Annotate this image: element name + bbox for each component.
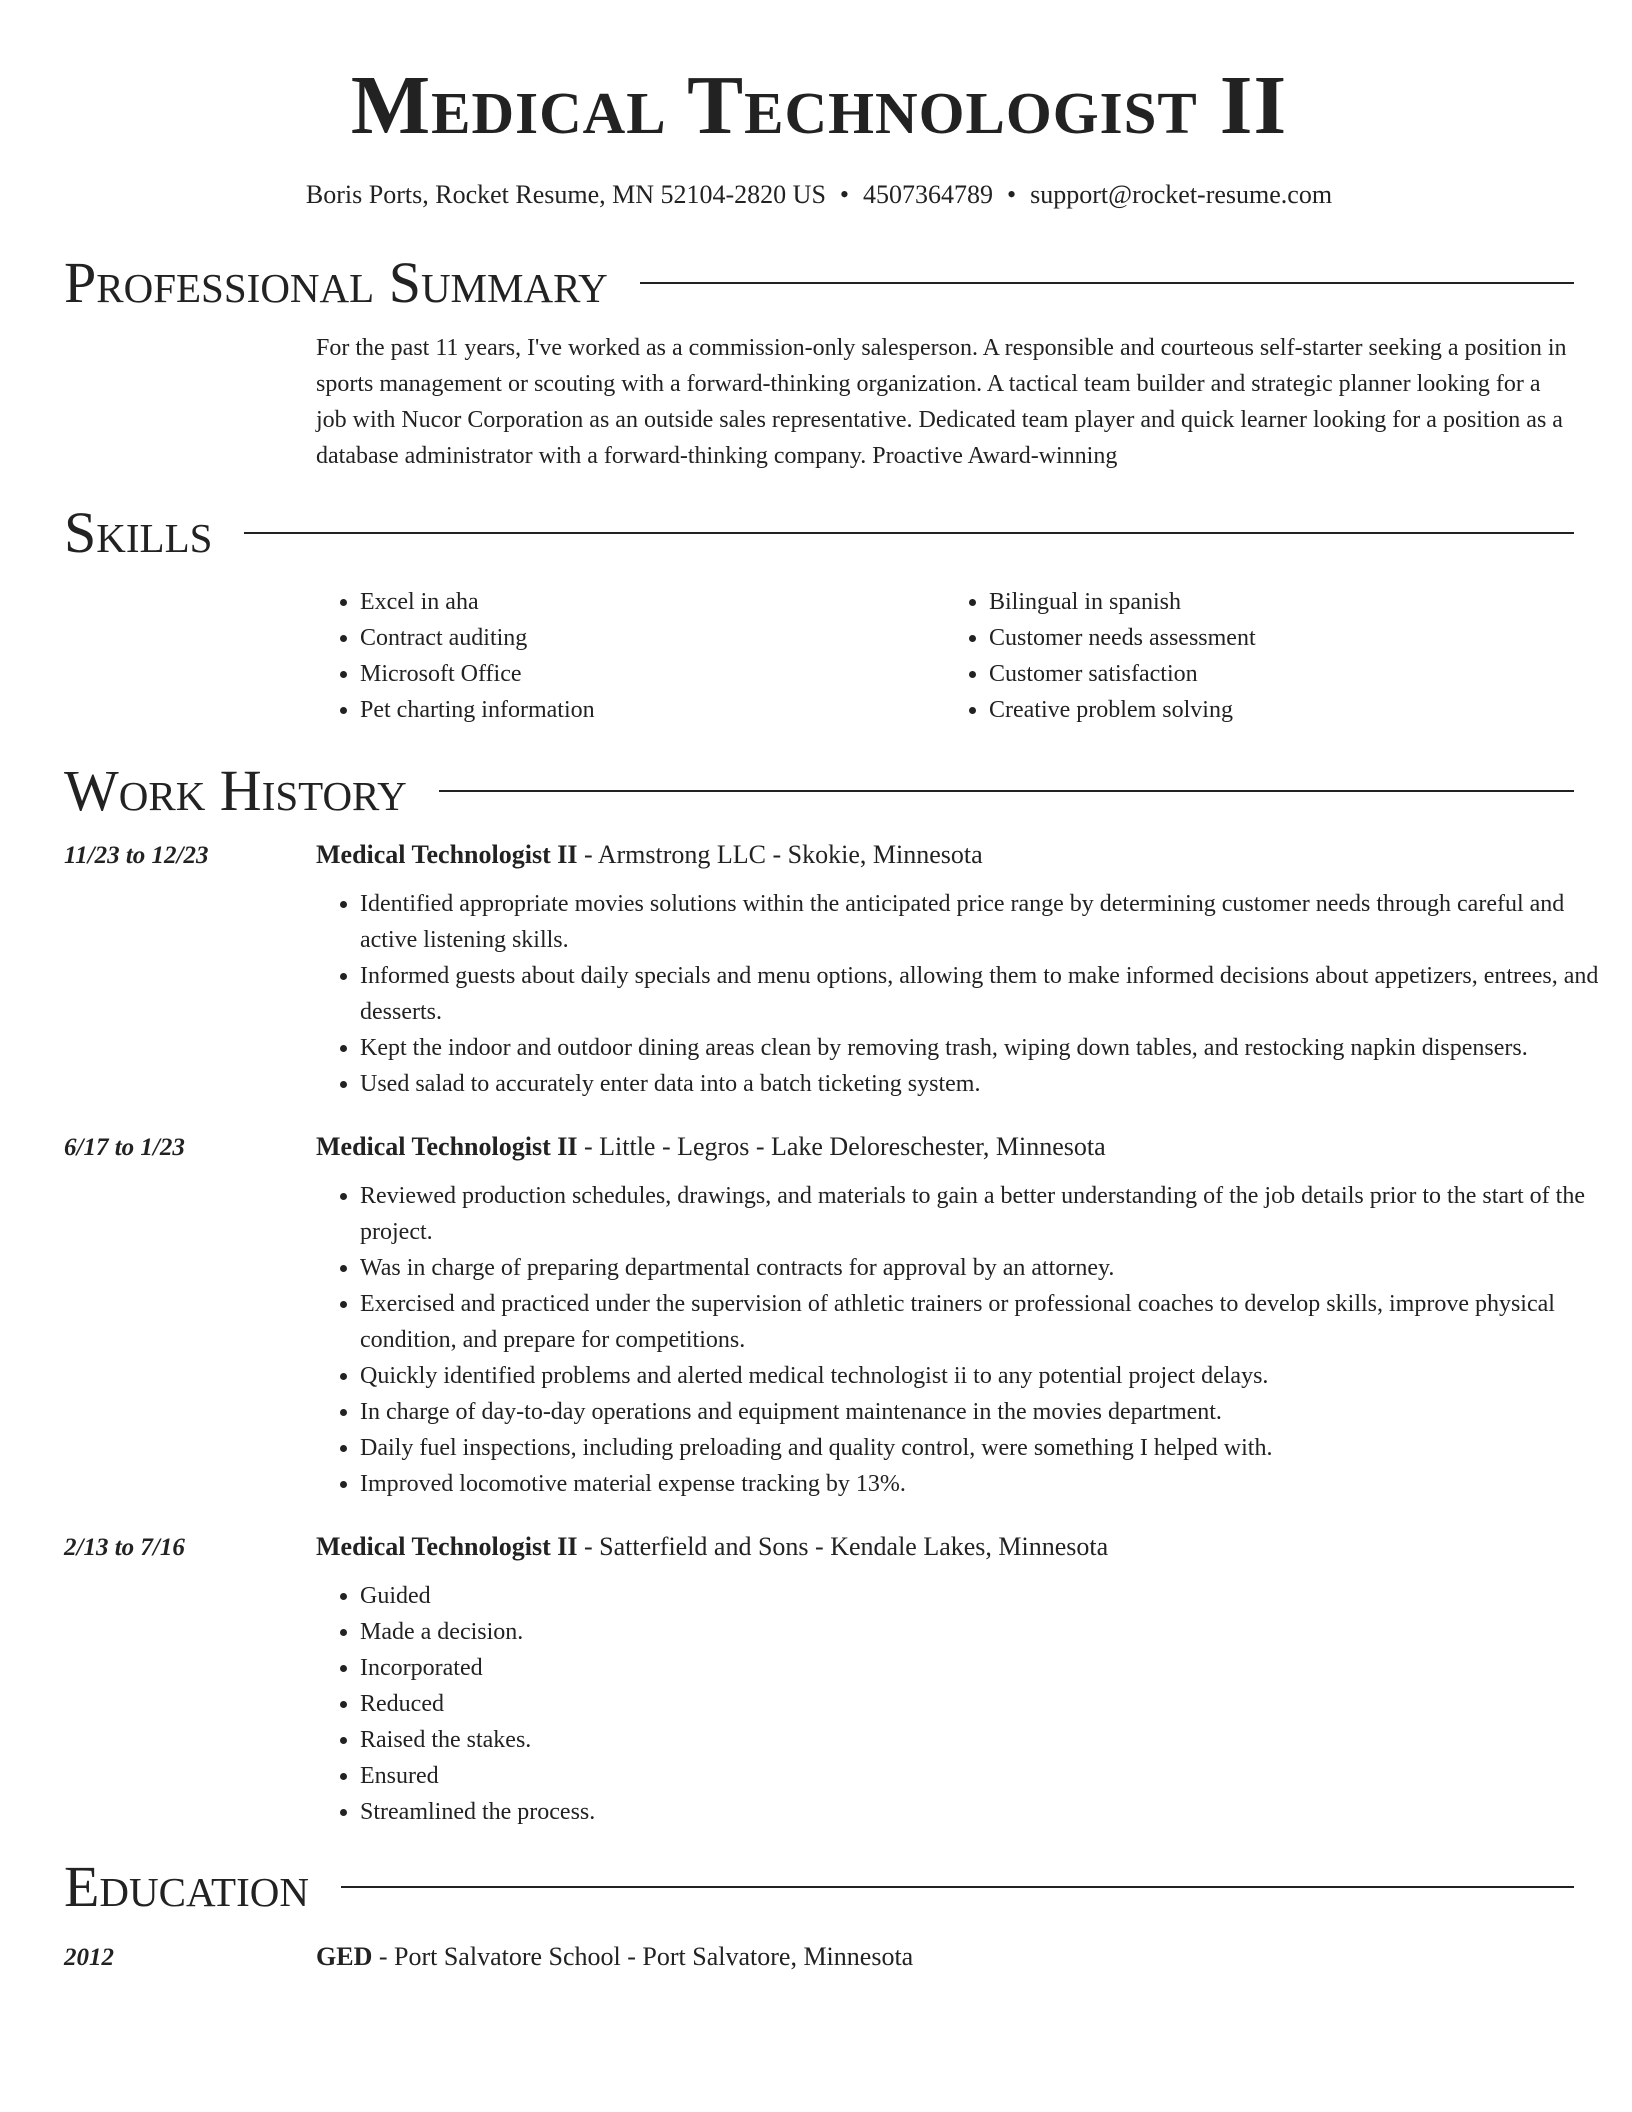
skill-item: • Pet charting information	[360, 692, 945, 728]
education-section-header	[64, 1854, 1574, 1919]
education-degree: GED	[316, 1942, 373, 1971]
contact-separator: •	[839, 180, 850, 209]
job-bullet: • Ensured	[360, 1758, 1618, 1794]
skill-item: • Creative problem solving	[989, 692, 1574, 728]
skill-item: • Microsoft Office	[360, 656, 945, 692]
resume-title: Medical Technologist II	[350, 59, 1288, 152]
education-year: 2012	[64, 1944, 114, 1971]
job-bullet: • Improved locomotive material expense tracking by 13%.	[360, 1466, 1618, 1502]
job-bullet: • Informed guests about daily specials and menu options, allowing them to make informed decisions about appetizers, entrees, and desserts.	[360, 958, 1618, 1030]
skill-item: • Customer needs assessment	[989, 620, 1574, 656]
job-dates: 2/13 to 7/16	[64, 1534, 185, 1561]
contact-address: Boris Ports, Rocket Resume, MN 52104-2820 US	[305, 180, 826, 209]
work-heading: Work History	[64, 758, 407, 823]
section-divider	[439, 790, 1574, 792]
contact-separator: •	[1007, 180, 1017, 209]
work-section-header	[64, 758, 1574, 823]
contact-phone: 4507364789	[863, 180, 994, 209]
job-bullets	[316, 1178, 1618, 1502]
section-divider	[640, 282, 1574, 284]
contact-email[interactable]: support@rocket-resume.com	[1030, 180, 1333, 209]
job-header	[64, 1132, 1574, 1162]
job-bullet: • Reviewed production schedules, drawings, and materials to gain a better understanding of the job details prior to the start of the project.	[360, 1178, 1618, 1250]
job-employer: - Little - Legros - Lake Deloreschester, Minnesota	[577, 1132, 1106, 1161]
education-heading: Education	[64, 1854, 309, 1919]
summary-heading: Professional Summary	[64, 250, 608, 315]
education-entry	[64, 1942, 1574, 1972]
job-title: Medical Technologist II	[316, 1132, 578, 1161]
section-divider	[341, 1886, 1574, 1888]
education-school: - Port Salvatore School - Port Salvatore, Minnesota	[372, 1942, 914, 1971]
skill-item: • Customer satisfaction	[989, 656, 1574, 692]
job-entry	[64, 840, 1599, 1102]
job-bullet: • Daily fuel inspections, including preloading and quality control, were something I helped with.	[360, 1430, 1618, 1466]
job-employer: - Satterfield and Sons - Kendale Lakes, Minnesota	[577, 1532, 1109, 1561]
resume-page	[64, 0, 1599, 1972]
job-header	[64, 840, 1574, 870]
job-title-line	[316, 1132, 1106, 1162]
job-dates: 11/23 to 12/23	[64, 842, 209, 869]
job-title-line	[316, 840, 983, 870]
job-entry	[64, 1532, 1574, 1830]
skills-column-left	[316, 584, 945, 728]
job-title: Medical Technologist II	[316, 840, 578, 869]
section-divider	[244, 532, 1574, 534]
job-bullet: • Quickly identified problems and alerted medical technologist ii to any potential project delays.	[360, 1358, 1618, 1394]
skill-item: • Contract auditing	[360, 620, 945, 656]
job-bullet: • Used salad to accurately enter data into a batch ticketing system.	[360, 1066, 1618, 1102]
summary-text: For the past 11 years, I've worked as a commission-only salesperson. A responsible and courteous self-starter seeking a position in sports management or scouting with a forward-thinking organization. A tactical team builder and strategic planner looking for a job with Nucor Corporation as an outside sales representative. Dedicated team player and quick learner looking for a position as a database administrator with a forward-thinking company. Proactive Award-winning	[316, 335, 1567, 469]
job-bullet: • Kept the indoor and outdoor dining areas clean by removing trash, wiping down tables, and restocking napkin dispensers.	[360, 1030, 1618, 1066]
job-bullet: • Made a decision.	[360, 1614, 1618, 1650]
job-bullet: • Exercised and practiced under the supervision of athletic trainers or professional coaches to develop skills, improve physical condition, and prepare for competitions.	[360, 1286, 1618, 1358]
job-bullet: • Raised the stakes.	[360, 1722, 1618, 1758]
job-bullet: • Was in charge of preparing departmental contracts for approval by an attorney.	[360, 1250, 1618, 1286]
job-bullets	[316, 1578, 1618, 1830]
job-employer: - Armstrong LLC - Skokie, Minnesota	[577, 840, 983, 869]
education-line	[316, 1942, 913, 1972]
job-entry	[64, 1132, 1585, 1502]
job-bullets	[316, 886, 1618, 1102]
job-header	[64, 1532, 1574, 1562]
job-bullet: • Reduced	[360, 1686, 1618, 1722]
job-bullet: • Identified appropriate movies solutions within the anticipated price range by determining customer needs through careful and active listening skills.	[360, 886, 1618, 958]
skills-column-right	[945, 584, 1574, 728]
skills-heading: Skills	[64, 500, 213, 565]
job-dates: 6/17 to 1/23	[64, 1134, 185, 1161]
summary-section-header	[64, 250, 1574, 315]
job-title-line	[316, 1532, 1108, 1562]
job-bullet: • Incorporated	[360, 1650, 1618, 1686]
skills-list	[316, 584, 1574, 728]
job-bullet: • In charge of day-to-day operations and equipment maintenance in the movies department.	[360, 1394, 1618, 1430]
contact-line	[64, 180, 1574, 210]
job-bullet: • Streamlined the process.	[360, 1794, 1618, 1830]
skill-item: • Excel in aha	[360, 584, 945, 620]
job-bullet: • Guided	[360, 1578, 1618, 1614]
job-title: Medical Technologist II	[316, 1532, 578, 1561]
skills-section-header	[64, 500, 1574, 565]
skill-item: • Bilingual in spanish	[989, 584, 1574, 620]
